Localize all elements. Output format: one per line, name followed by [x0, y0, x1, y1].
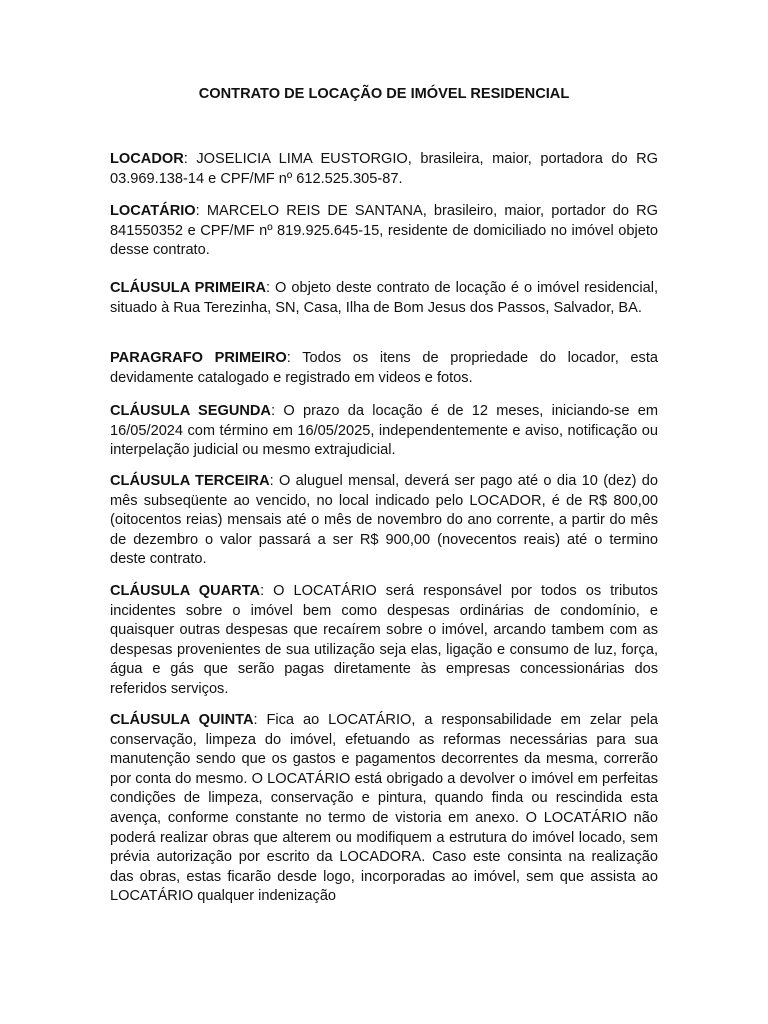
paragraph-text: : O objeto deste contrato de locação é o imóvel residencial, situado à Rua Terezinha, SN, Casa, Ilha de Bom Jesus dos Passos, Salvador, BA. [110, 280, 658, 316]
paragraph-text: : MARCELO REIS DE SANTANA, brasileiro, maior, portador do RG 841550352 e CPF/MF nº 819.925.645-15, residente de domiciliado no imóvel objeto desse contrato. [110, 203, 658, 259]
paragraph-text: : O aluguel mensal, deverá ser pago até o dia 10 (dez) do mês subseqüente ao vencido, no local indicado pelo LOCADOR, é de R$ 800,00 (oitocentos reias) mensais até o mês de novembro do ano corrente, a partir do mês de dezembro o valor passará a ser R$ 900,00 (novecentos reais) até o termino deste contrato. [110, 473, 658, 568]
paragraph-label: CLÁUSULA SEGUNDA [110, 403, 271, 419]
paragraph-label: LOCATÁRIO [110, 203, 196, 219]
paragraph-clausula-quarta [110, 582, 658, 700]
paragraph-text: : O prazo da locação é de 12 meses, iniciando-se em 16/05/2024 com término em 16/05/2025, independentemente e aviso, notificação ou interpelação judicial ou mesmo extrajudicial. [110, 403, 659, 459]
paragraph-clausula-primeira [110, 279, 658, 318]
paragraph-locatario [110, 202, 658, 261]
paragraph-text: : JOSELICIA LIMA EUSTORGIO, brasileira, maior, portadora do RG 03.969.138-14 e CPF/MF nº 612.525.305-87. [110, 151, 658, 187]
paragraph-label: CLÁUSULA TERCEIRA [110, 473, 270, 489]
document-title: CONTRATO DE LOCAÇÃO DE IMÓVEL RESIDENCIAL [198, 86, 570, 102]
paragraph-label: PARAGRAFO PRIMEIRO [110, 350, 287, 366]
paragraph-label: CLÁUSULA QUARTA [110, 583, 261, 599]
paragraph-clausula-quinta [110, 711, 658, 907]
paragraph-text: : Fica ao LOCATÁRIO, a responsabilidade em zelar pela conservação, limpeza do imóvel, efetuando as reformas necessárias para sua manutenção sendo que os gastos e pagamentos decorrentes da mesma, correrão por conta do mesmo. O LOCATÁRIO está obrigado a devolver o imóvel em perfeitas condições de limpeza, conservação e pintura, quando finda ou rescindida esta avença, conforme constante no termo de vistoria em anexo. O LOCATÁRIO não poderá realizar obras que alterem ou modifiquem a estrutura do imóvel locado, sem prévia autorização por escrito da LOCADORA. Caso este consinta na realização das obras, estas ficarão desde logo, incorporadas ao imóvel, sem que assista ao LOCATÁRIO qualquer indenização [110, 712, 658, 905]
paragraph-locador [110, 150, 658, 189]
paragraph-label: CLÁUSULA PRIMEIRA [110, 280, 267, 296]
paragraph-label: CLÁUSULA QUINTA [110, 712, 254, 728]
paragraph-paragrafo-primeiro [110, 349, 658, 388]
paragraph-clausula-segunda [110, 402, 658, 461]
paragraph-text: : O LOCATÁRIO será responsável por todos os tributos incidentes sobre o imóvel bem como despesas ordinárias de condomínio, e quaisquer outras despesas que recaírem sobre o imóvel, arcando tambem com as despesas provenientes de sua utilização seja elas, ligação e consumo de luz, força, água e gás que serão pagas diretamente às empresas concessionárias dos referidos serviços. [110, 583, 658, 697]
paragraph-clausula-terceira [110, 472, 658, 570]
paragraph-label: LOCADOR [110, 151, 184, 167]
paragraph-text: : Todos os itens de propriedade do locador, esta devidamente catalogado e registrado em videos e fotos. [110, 350, 658, 386]
